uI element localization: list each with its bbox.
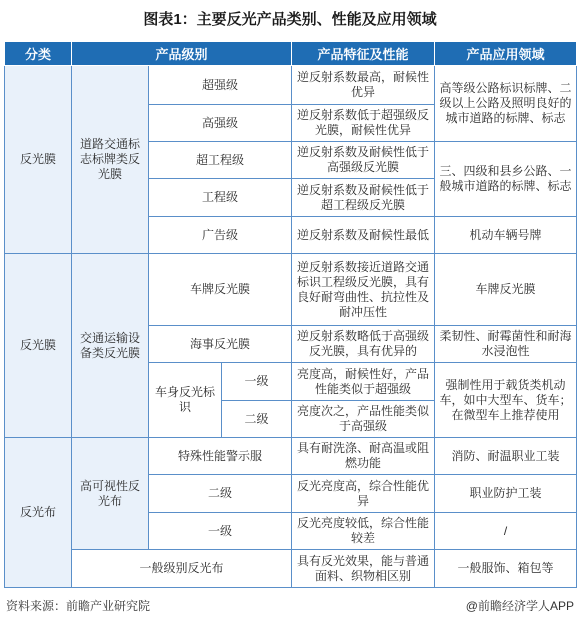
application-cell: 柔韧性、耐霉菌性和耐海水浸泡性: [435, 326, 577, 363]
product-table: [4, 41, 577, 588]
header-level: 产品级别: [72, 42, 292, 66]
category-cell: 反光膜: [5, 66, 72, 254]
level-cell: 车牌反光膜: [149, 254, 292, 326]
level-cell: 高强级: [149, 105, 292, 142]
level-cell: 二级: [149, 475, 292, 513]
level-cell: 一般级别反光布: [72, 550, 292, 588]
application-cell: /: [435, 513, 577, 550]
header-feature: 产品特征及性能: [292, 42, 435, 66]
feature-cell: 亮度高，耐候性好，产品性能类似于超强级: [292, 363, 435, 401]
application-cell: 高等级公路标识标牌、二级以上公路及照明良好的城市道路的标牌、标志: [435, 66, 577, 142]
application-cell: 消防、耐温职业工装: [435, 438, 577, 475]
application-cell: 三、四级和县乡公路、一般城市道路的标牌、标志: [435, 142, 577, 217]
subcategory-cell: 交通运输设备类反光膜: [72, 254, 149, 438]
level-cell: 工程级: [149, 179, 292, 217]
level-cell: 广告级: [149, 217, 292, 254]
level-cell: 一级: [149, 513, 292, 550]
application-cell: 机动车辆号牌: [435, 217, 577, 254]
header-category: 分类: [5, 42, 72, 66]
feature-cell: 逆反射系数及耐候性最低: [292, 217, 435, 254]
feature-cell: 具有耐洗涤、耐高温或阻燃功能: [292, 438, 435, 475]
feature-cell: 逆反射系数略低于高强级反光膜，具有优异的: [292, 326, 435, 363]
feature-cell: 逆反射系数及耐候性低于高强级反光膜: [292, 142, 435, 179]
category-cell: 反光布: [5, 438, 72, 588]
level-cell: 特殊性能警示服: [149, 438, 292, 475]
level-cell: 一级: [222, 363, 292, 401]
feature-cell: 反光亮度较低，综合性能较差: [292, 513, 435, 550]
application-cell: 一般服饰、箱包等: [435, 550, 577, 588]
application-cell: 车牌反光膜: [435, 254, 577, 326]
table-row: [5, 254, 577, 326]
application-cell: 强制性用于载货类机动车，如中大型车、货车；在微型车上推荐使用: [435, 363, 577, 438]
application-cell: 职业防护工装: [435, 475, 577, 513]
subcategory-cell: 道路交通标志标牌类反光膜: [72, 66, 149, 254]
table-row: [5, 66, 577, 105]
level-cell: 海事反光膜: [149, 326, 292, 363]
level-cell: 超工程级: [149, 142, 292, 179]
header-application: 产品应用领域: [435, 42, 577, 66]
source-note: 资料来源：前瞻产业研究院: [6, 599, 151, 613]
feature-cell: 逆反射系数及耐候性低于超工程级反光膜: [292, 179, 435, 217]
credit-note: @前瞻经济学人APP: [465, 599, 574, 613]
feature-cell: 亮度次之，产品性能类似于高强级: [292, 401, 435, 438]
feature-cell: 具有反光效果，能与普通面料、织物相区别: [292, 550, 435, 588]
feature-cell: 逆反射系数最高，耐候性优异: [292, 66, 435, 105]
chart-title: 图表1：主要反光产品类别、性能及应用领域: [143, 11, 437, 28]
body-mark-label: 车身反光标识: [149, 363, 222, 438]
category-cell: 反光膜: [5, 254, 72, 438]
table-row: [5, 550, 577, 588]
header-row: [5, 42, 577, 66]
table-row: [5, 438, 577, 475]
level-cell: 二级: [222, 401, 292, 438]
subcategory-cell: 高可视性反光布: [72, 438, 149, 550]
feature-cell: 逆反射系数接近道路交通标识工程级反光膜，具有良好耐弯曲性、抗拉性及耐冲压性: [292, 254, 435, 326]
feature-cell: 逆反射系数低于超强级反光膜，耐候性优异: [292, 105, 435, 142]
feature-cell: 反光亮度高，综合性能优异: [292, 475, 435, 513]
level-cell: 超强级: [149, 66, 292, 105]
